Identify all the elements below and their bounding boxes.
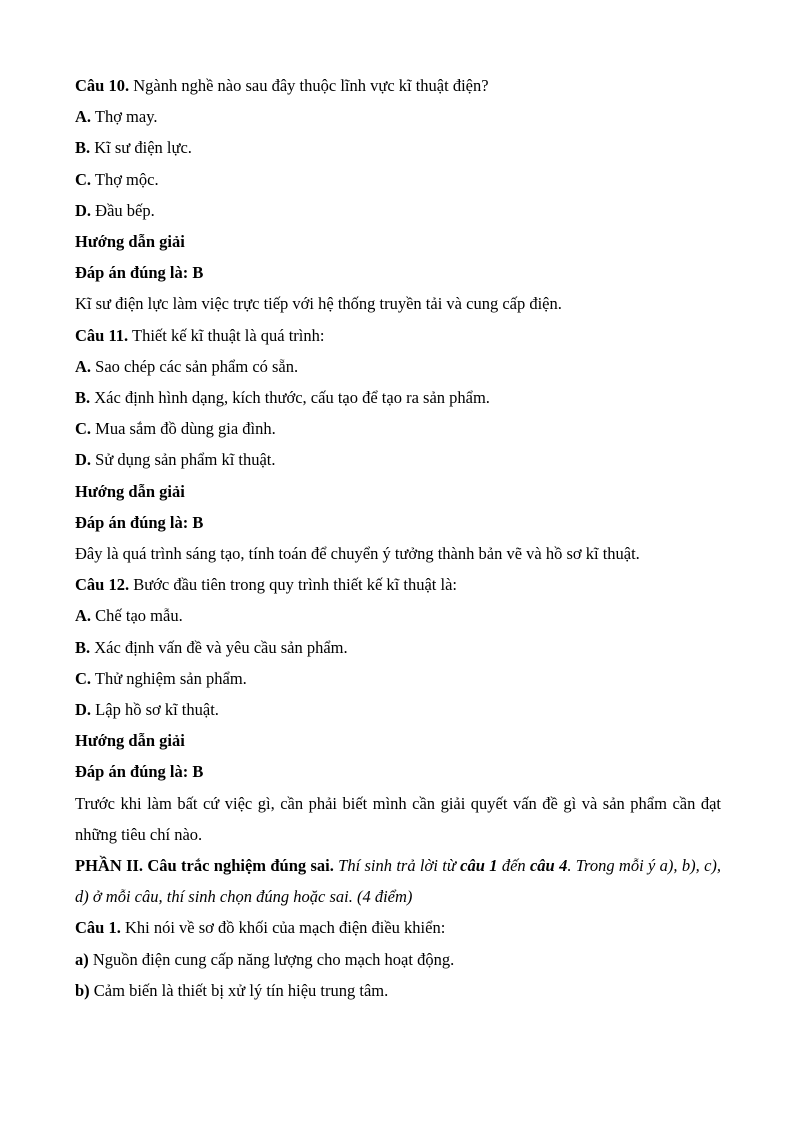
text-segment: Câu 12. xyxy=(75,575,130,595)
text-segment: D. xyxy=(75,700,92,720)
q12-option-d xyxy=(75,694,721,725)
text-segment: Câu 11. xyxy=(75,325,129,345)
text-segment: Câu 1. xyxy=(75,918,121,938)
q11-option-a xyxy=(75,351,721,382)
text-segment: C. xyxy=(75,419,92,439)
text-segment: PHẦN II. Câu trắc nghiệm đúng sai. xyxy=(75,856,339,876)
text-segment: a) xyxy=(75,949,89,969)
part2-heading xyxy=(75,850,726,912)
q12-answer xyxy=(75,756,721,787)
text-segment: B. xyxy=(75,138,91,158)
text-segment: Hướng dẫn giải xyxy=(75,731,185,751)
text-segment: A. xyxy=(75,356,92,376)
text-segment: Kĩ sư điện lực làm việc trực tiếp với hệ thống truyền tải và cung cấp điện. xyxy=(75,294,562,314)
q11-option-d xyxy=(75,444,721,475)
text-segment: Hướng dẫn giải xyxy=(75,232,185,252)
text-segment: Thợ mộc. xyxy=(91,169,159,189)
text-segment: D. xyxy=(75,200,92,220)
text-segment: C. xyxy=(75,668,92,688)
text-segment: Thiết kế kĩ thuật là quá trình: xyxy=(128,325,325,345)
q10-option-d xyxy=(75,195,721,226)
text-segment: Khi nói về sơ đồ khối của mạch điện điều khiển: xyxy=(120,918,446,938)
text-segment: Kĩ sư điện lực. xyxy=(90,138,192,158)
text-segment: Trước khi làm bất cứ việc gì, cần phải biết mình cần giải quyết vấn đề gì và sản phẩm cần đạt những tiêu chí nào. xyxy=(75,793,726,844)
q10-option-a xyxy=(75,101,721,132)
q11-guide-label xyxy=(75,476,721,507)
q10-option-b xyxy=(75,132,721,163)
text-segment: Câu 10. xyxy=(75,76,130,95)
text-segment: Thợ may. xyxy=(91,107,158,127)
text-segment: b) xyxy=(75,980,90,1000)
text-segment: Lập hồ sơ kĩ thuật. xyxy=(91,700,219,720)
text-segment: Xác định vấn đề và yêu cầu sản phẩm. xyxy=(90,637,348,657)
text-segment: Xác định hình dạng, kích thước, cấu tạo để tạo ra sản phẩm. xyxy=(90,388,490,408)
q12-guide-label xyxy=(75,725,721,756)
text-segment: Cảm biến là thiết bị xử lý tín hiệu trung tâm. xyxy=(89,980,389,1000)
text-segment: Đáp án đúng là: B xyxy=(75,263,204,283)
q11-option-b xyxy=(75,382,721,413)
p2-q1-title xyxy=(75,912,721,943)
text-segment: Hướng dẫn giải xyxy=(75,481,185,501)
text-segment: Mua sắm đồ dùng gia đình. xyxy=(91,419,276,439)
text-segment: A. xyxy=(75,606,92,626)
q12-title xyxy=(75,569,721,600)
q12-explanation xyxy=(75,788,726,850)
q11-answer xyxy=(75,507,721,538)
q11-option-c xyxy=(75,413,721,444)
text-segment: B. xyxy=(75,388,91,408)
text-segment: Ngành nghề nào sau đây thuộc lĩnh vực kĩ thuật điện? xyxy=(129,76,489,95)
text-segment: A. xyxy=(75,107,92,127)
q10-answer xyxy=(75,257,721,288)
text-segment: câu 1 xyxy=(460,856,498,876)
text-segment: Sử dụng sản phẩm kĩ thuật. xyxy=(91,450,276,470)
q12-option-b xyxy=(75,632,721,663)
q10-title xyxy=(75,70,721,101)
text-segment: Thí sinh trả lời từ xyxy=(338,856,461,876)
text-segment: B. xyxy=(75,637,91,657)
p2-q1-statement-b xyxy=(75,975,721,1006)
q10-guide-label xyxy=(75,226,721,257)
text-segment: . Trong mỗi ý a), b), c), d) ở mỗi câu, thí sinh chọn đúng hoặc sai. (4 điểm) xyxy=(75,856,726,907)
text-segment: Sao chép các sản phẩm có sẵn. xyxy=(91,356,299,376)
text-segment: Bước đầu tiên trong quy trình thiết kế kĩ thuật là: xyxy=(129,575,457,595)
q11-title xyxy=(75,320,721,351)
document-body xyxy=(75,70,726,1006)
text-segment: D. xyxy=(75,450,92,470)
text-segment: Đầu bếp. xyxy=(91,200,155,220)
q11-explanation xyxy=(75,538,721,569)
q10-option-c xyxy=(75,164,721,195)
text-segment: C. xyxy=(75,169,92,189)
p2-q1-statement-a xyxy=(75,944,721,975)
text-segment: câu 4 xyxy=(529,856,568,876)
text-segment: Nguồn điện cung cấp năng lượng cho mạch hoạt động. xyxy=(88,949,455,969)
text-segment: Đáp án đúng là: B xyxy=(75,512,204,532)
text-segment: Đây là quá trình sáng tạo, tính toán để chuyển ý tưởng thành bản vẽ và hồ sơ kĩ thuật. xyxy=(75,544,640,564)
text-segment: Đáp án đúng là: B xyxy=(75,762,204,782)
text-segment: Thử nghiệm sản phẩm. xyxy=(91,668,247,688)
text-segment: Chế tạo mẫu. xyxy=(91,606,183,626)
text-segment: đến xyxy=(497,856,530,876)
q12-option-a xyxy=(75,600,721,631)
q12-option-c xyxy=(75,663,721,694)
q10-explanation xyxy=(75,288,721,319)
